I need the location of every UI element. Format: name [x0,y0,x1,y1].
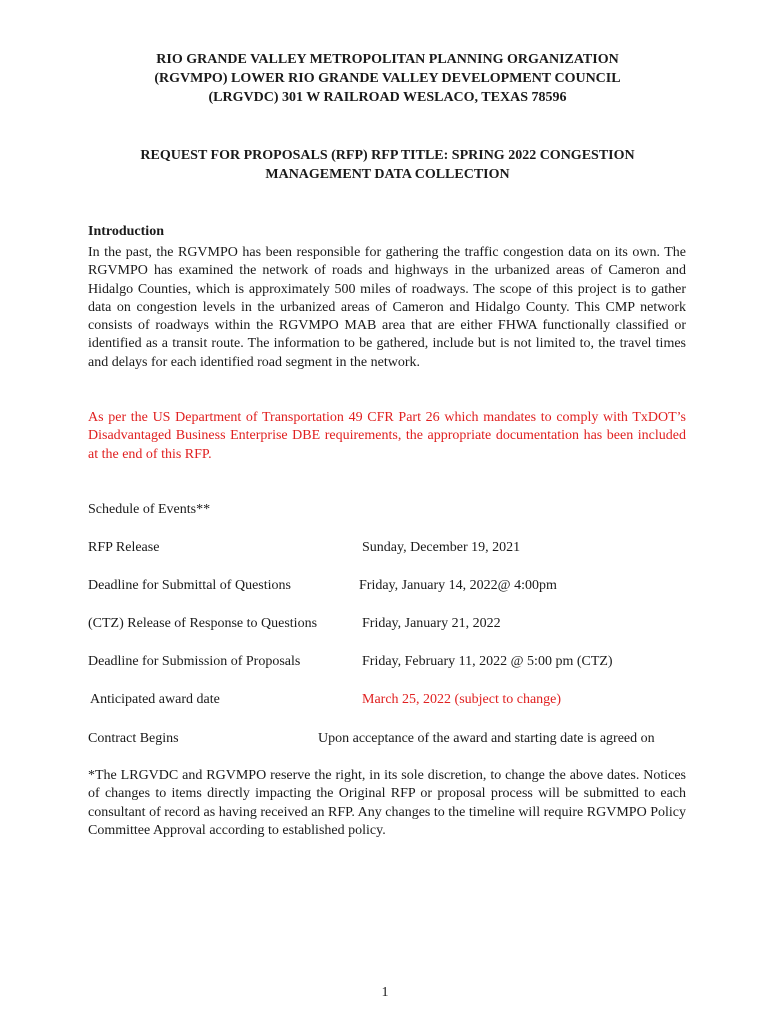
schedule-label-award-date: Anticipated award date [90,692,220,707]
organization-heading [100,50,675,107]
page-number: 1 [381,985,389,1000]
organization-heading-line-3: (LRGVDC) 301 W RAILROAD WESLACO, TEXAS 78596 [208,90,567,105]
rfp-title-line-2: MANAGEMENT DATA COLLECTION [265,167,510,182]
schedule-value-contract-begins: Upon acceptance of the award and starting date is agreed on [318,731,655,746]
introduction-title: Introduction [88,224,164,239]
schedule-footnote-paragraph: *The LRGVDC and RGVMPO reserve the right, in its sole discretion, to change the above dates. Notices of changes to items directly impacting the Original RFP or proposal process will be submitted to each consultant of record as having received an RFP. Any changes to the timeline will require RGVMPO Policy Committee Approval according to established policy. [88,768,686,838]
organization-heading-line-2: (RGVMPO) LOWER RIO GRANDE VALLEY DEVELOPMENT COUNCIL [154,71,621,86]
schedule-value-response-release: Friday, January 21, 2022 [362,616,501,631]
rfp-title-line-1: REQUEST FOR PROPOSALS (RFP) RFP TITLE: SPRING 2022 CONGESTION [140,148,635,163]
schedule-value-proposal-deadline: Friday, February 11, 2022 @ 5:00 pm (CTZ) [362,654,613,669]
schedule-label-proposal-deadline: Deadline for Submission of Proposals [88,654,301,669]
organization-heading-line-1: RIO GRANDE VALLEY METROPOLITAN PLANNING ORGANIZATION [156,52,619,67]
schedule-label-contract-begins: Contract Begins [88,731,179,746]
schedule-value-rfp-release: Sunday, December 19, 2021 [362,540,521,555]
schedule-label-response-release: (CTZ) Release of Response to Questions [88,616,318,631]
schedule-label-rfp-release: RFP Release [88,540,160,555]
rfp-title-heading [100,146,675,184]
introduction-paragraph: In the past, the RGVMPO has been responsible for gathering the traffic congestion data on its own. The RGVMPO has examined the network of roads and highways in the urbanized areas of Cameron and Hidalgo Counties, which is approximately 500 miles of roadways. The scope of this project is to gather data on congestion levels in the urbanized areas of Cameron and Hidalgo County. This CMP network consists of roadways within the RGVMPO MAB area that are either FHWA functionally classified or identified as a transit route. The information to be gathered, include but is not limited to, the travel times and delays for each identified road segment in the network. [88,245,686,370]
schedule-value-award-date: March 25, 2022 (subject to change) [362,692,562,707]
schedule-title: Schedule of Events** [88,502,211,517]
schedule-label-questions-deadline: Deadline for Submittal of Questions [88,578,291,593]
schedule-value-questions-deadline: Friday, January 14, 2022@ 4:00pm [359,578,557,593]
dbe-notice-paragraph: As per the US Department of Transportation 49 CFR Part 26 which mandates to comply with TxDOT’s Disadvantaged Business Enterprise DBE requirements, the appropriate documentation has been included at the end of this RFP. [88,410,686,462]
